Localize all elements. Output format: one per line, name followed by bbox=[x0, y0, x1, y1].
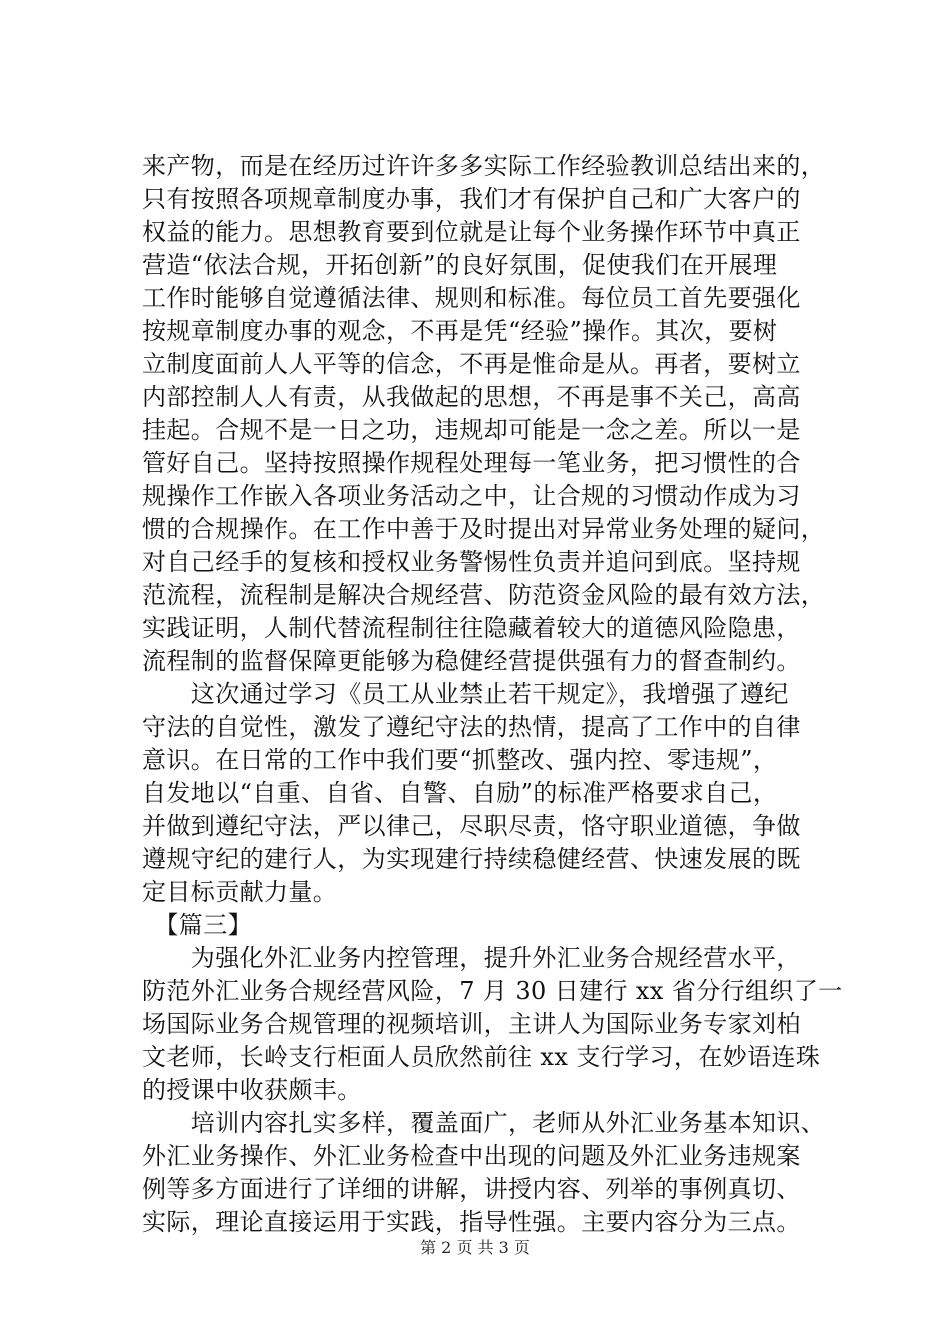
text-line: 营造“依法合规，开拓创新”的良好氛围，促使我们在开展理 bbox=[142, 251, 778, 279]
text-line: 遵规守纪的建行人，为实现建行持续稳健经营、快速发展的既 bbox=[142, 845, 801, 873]
text-line: 文老师，长岭支行柜面人员欣然前往 xx 支行学习，在妙语连珠 bbox=[142, 1043, 821, 1071]
text-line: 外汇业务操作、外汇业务检查中出现的问题及外汇业务违规案 bbox=[142, 1142, 801, 1170]
text-line: 的授课中收获颇丰。 bbox=[142, 1076, 362, 1104]
text-line: 守法的自觉性，激发了遵纪守法的热情，提高了工作中的自律 bbox=[142, 713, 801, 741]
text-line: 场国际业务合规管理的视频培训，主讲人为国际业务专家刘柏 bbox=[142, 1010, 801, 1038]
text-line: 为强化外汇业务内控管理，提升外汇业务合规经营水平， bbox=[142, 944, 801, 972]
text-line: 管好自己。坚持按照操作规程处理每一笔业务，把习惯性的合 bbox=[142, 449, 801, 477]
text-line: 实际，理论直接运用于实践，指导性强。主要内容分为三点。 bbox=[142, 1208, 801, 1236]
page-number-footer: 第 2 页 共 3 页 bbox=[420, 1238, 530, 1257]
text-line: 范流程，流程制是解决合规经营、防范资金风险的最有效方法， bbox=[142, 581, 826, 609]
text-line: 意识。在日常的工作中我们要“抓整改、强内控、零违规”， bbox=[142, 746, 778, 774]
text-line: 定目标贡献力量。 bbox=[142, 878, 338, 906]
section-heading: 【篇三】 bbox=[142, 911, 252, 939]
document-body bbox=[142, 150, 843, 1239]
text-line: 按规章制度办事的观念，不再是凭“经验”操作。其次，要树 bbox=[142, 317, 778, 345]
text-line: 来产物，而是在经历过许许多多实际工作经验教训总结出来的， bbox=[142, 152, 826, 180]
text-line: 培训内容扎实多样，覆盖面广，老师从外汇业务基本知识、 bbox=[142, 1109, 826, 1137]
text-line: 权益的能力。思想教育要到位就是让每个业务操作环节中真正 bbox=[142, 218, 801, 246]
text-line: 防范外汇业务合规经营风险，7 月 30 日建行 xx 省分行组织了一 bbox=[142, 977, 843, 1005]
text-line: 内部控制人人有责，从我做起的思想，不再是事不关己，高高 bbox=[142, 383, 801, 411]
text-line: 流程制的监督保障更能够为稳健经营提供强有力的督查制约。 bbox=[142, 647, 801, 675]
text-line: 例等多方面进行了详细的讲解，讲授内容、列举的事例真切、 bbox=[142, 1175, 801, 1203]
text-line: 这次通过学习《员工从业禁止若干规定》，我增强了遵纪 bbox=[142, 680, 789, 708]
text-line: 挂起。合规不是一日之功，违规却可能是一念之差。所以一是 bbox=[142, 416, 801, 444]
text-line: 立制度面前人人平等的信念，不再是惟命是从。再者，要树立 bbox=[142, 350, 801, 378]
text-line: 对自己经手的复核和授权业务警惕性负责并追问到底。坚持规 bbox=[142, 548, 801, 576]
text-line: 并做到遵纪守法，严以律己，尽职尽责，恪守职业道德，争做 bbox=[142, 812, 801, 840]
text-line: 只有按照各项规章制度办事，我们才有保护自己和广大客户的 bbox=[142, 185, 801, 213]
text-line: 工作时能够自觉遵循法律、规则和标准。每位员工首先要强化 bbox=[142, 284, 801, 312]
text-line: 自发地以“自重、自省、自警、自励”的标准严格要求自己， bbox=[142, 779, 778, 807]
text-line: 实践证明，人制代替流程制往往隐藏着较大的道德风险隐患， bbox=[142, 614, 801, 642]
text-line: 规操作工作嵌入各项业务活动之中，让合规的习惯动作成为习 bbox=[142, 482, 801, 510]
text-line: 惯的合规操作。在工作中善于及时提出对异常业务处理的疑问， bbox=[142, 515, 826, 543]
